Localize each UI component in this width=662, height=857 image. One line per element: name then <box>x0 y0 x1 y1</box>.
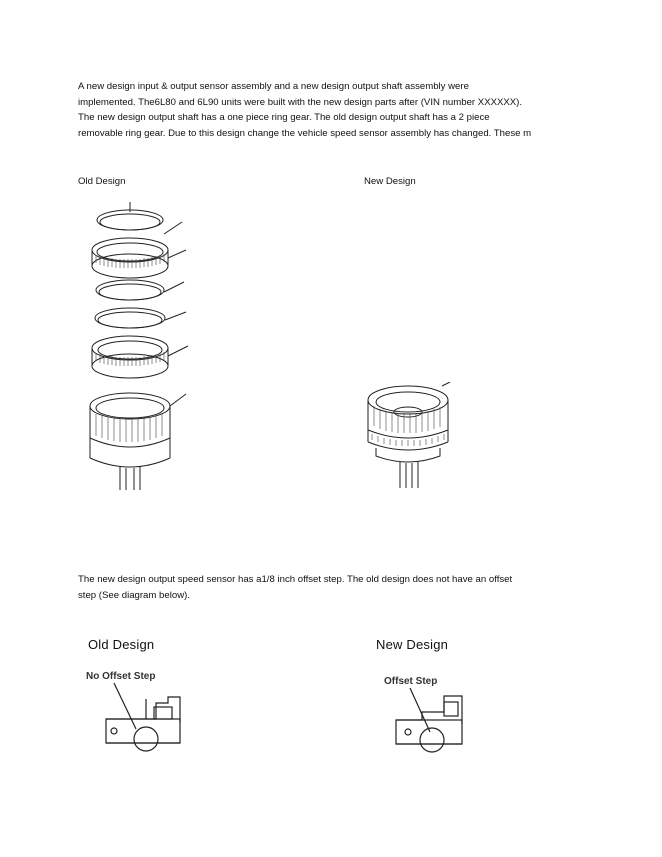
old-sensor-caption: Old Design <box>88 637 155 652</box>
no-offset-step-label: No Offset Step <box>86 671 156 682</box>
new-design-caption: New Design <box>364 176 416 187</box>
intro-line: A new design input & output sensor assembly and a new design output shaft assembly were <box>78 81 469 92</box>
intro-line: The new design output shaft has a one piece ring gear. The old design output shaft has a 2 piece <box>78 112 490 124</box>
intro-line: implemented. The6L80 and 6L90 units were built with the new design parts after (VIN number XXXXXX). <box>78 96 523 108</box>
new-sensor-diagram <box>382 672 482 760</box>
sensor-note-line: The new design output speed sensor has a1/8 inch offset step. The old design does not have an offset <box>78 574 513 585</box>
old-sensor-diagram <box>84 667 194 757</box>
offset-step-label: Offset Step <box>384 676 438 687</box>
old-design-caption: Old Design <box>78 176 126 187</box>
old-design-output-shaft-drawing <box>82 200 192 492</box>
intro-line: removable ring gear. Due to this design change the vehicle speed sensor assembly has changed. These m <box>78 127 532 139</box>
sensor-note-paragraph <box>78 572 598 603</box>
intro-paragraph <box>78 79 598 141</box>
new-sensor-caption: New Design <box>376 637 449 652</box>
sensor-note-line: step (See diagram below). <box>78 589 190 601</box>
new-design-output-shaft-drawing <box>364 382 454 490</box>
